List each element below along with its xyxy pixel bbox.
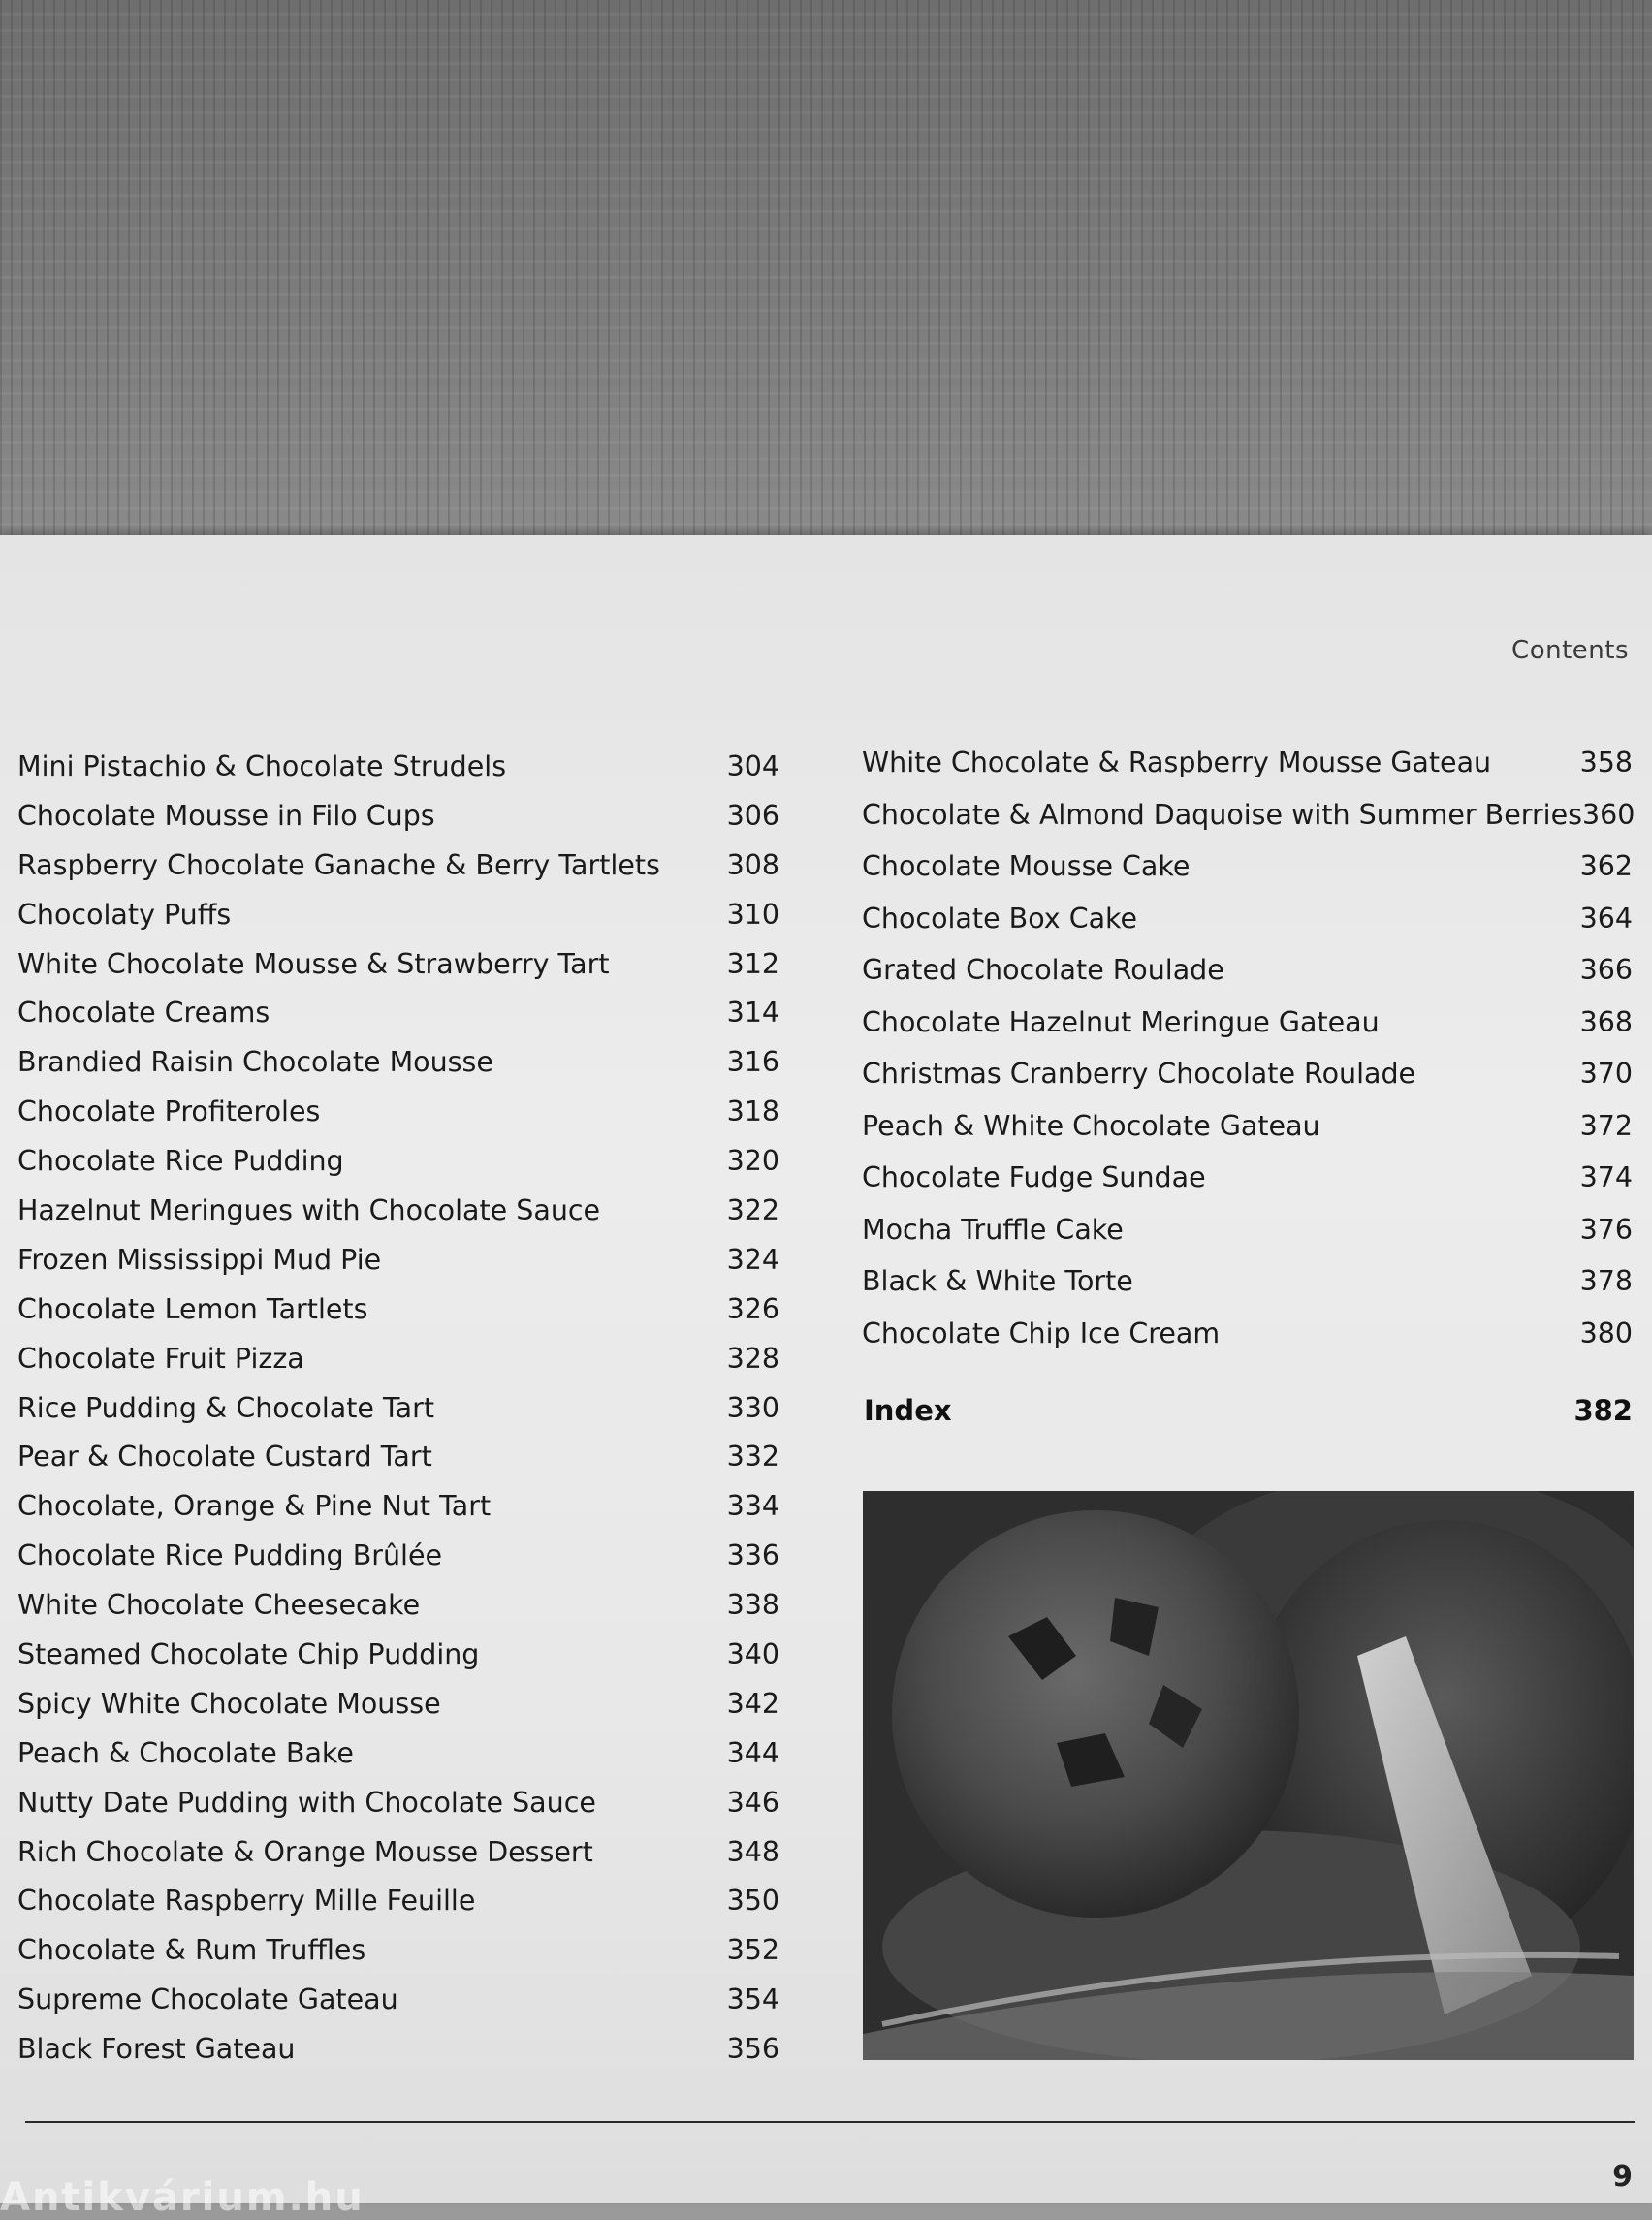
contents-entry <box>862 1265 1633 1317</box>
entry-page-number: 338 <box>726 1589 779 1622</box>
entry-page-number: 358 <box>1579 746 1633 778</box>
contents-entry <box>862 1006 1633 1059</box>
entry-title: White Chocolate Mousse & Strawberry Tart <box>17 947 610 980</box>
entry-page-number: 354 <box>726 1983 779 2016</box>
entry-page-number: 360 <box>1581 798 1636 831</box>
entry-title: Nutty Date Pudding with Chocolate Sauce <box>17 1786 596 1819</box>
entry-page-number: 312 <box>726 947 779 980</box>
entry-page-number: 352 <box>726 1934 779 1967</box>
contents-entry <box>17 800 779 849</box>
entry-title: Black Forest Gateau <box>17 2033 296 2066</box>
contents-entry <box>862 1161 1633 1214</box>
entry-title: Chocolate & Rum Truffles <box>17 1934 366 1967</box>
entry-page-number: 310 <box>726 898 779 931</box>
contents-entry <box>862 954 1633 1006</box>
contents-entry <box>17 750 779 800</box>
contents-entry <box>17 1836 779 1886</box>
contents-entry <box>862 850 1633 903</box>
entry-title: Black & White Torte <box>862 1265 1133 1297</box>
entry-page-number: 334 <box>726 1490 779 1523</box>
entry-page-number: 304 <box>726 750 779 782</box>
entry-page-number: 326 <box>726 1292 779 1325</box>
entry-title: Grated Chocolate Roulade <box>862 954 1224 986</box>
contents-entry <box>862 1317 1633 1370</box>
entry-page-number: 374 <box>1579 1161 1633 1193</box>
entry-title: Chocolate Rice Pudding Brûlée <box>17 1539 443 1572</box>
book-page <box>0 535 1652 2220</box>
entry-page-number: 356 <box>726 2033 779 2066</box>
entry-page-number: 368 <box>1579 1005 1633 1038</box>
entry-page-number: 340 <box>726 1638 779 1671</box>
entry-title: Chocolate Mousse in Filo Cups <box>17 799 435 832</box>
contents-entry <box>17 1293 779 1343</box>
index-page-number: 382 <box>1573 1394 1633 1427</box>
contents-entry <box>17 1737 779 1787</box>
contents-entry <box>17 1194 779 1244</box>
contents-entry <box>17 1934 779 1983</box>
contents-entry <box>17 1490 779 1539</box>
entry-title: Chocolate Lemon Tartlets <box>17 1292 368 1325</box>
entry-page-number: 322 <box>726 1194 779 1227</box>
entry-title: Pear & Chocolate Custard Tart <box>17 1441 432 1474</box>
entry-title: Frozen Mississippi Mud Pie <box>17 1243 382 1276</box>
entry-page-number: 364 <box>1579 902 1633 935</box>
entry-title: Chocolate Fruit Pizza <box>17 1342 304 1375</box>
entry-title: Brandied Raisin Chocolate Mousse <box>17 1046 493 1079</box>
entry-page-number: 380 <box>1579 1316 1633 1349</box>
contents-entry <box>17 1983 779 2033</box>
entry-page-number: 306 <box>726 799 779 832</box>
entry-page-number: 362 <box>1579 850 1633 882</box>
entry-title: Chocolate Raspberry Mille Feuille <box>17 1885 476 1918</box>
contents-entry <box>17 849 779 899</box>
contents-entry <box>17 1441 779 1490</box>
entry-title: Chocolate Creams <box>17 997 270 1030</box>
entry-title: Steamed Chocolate Chip Pudding <box>17 1638 480 1671</box>
entry-title: Mocha Truffle Cake <box>862 1213 1124 1246</box>
entry-title: Hazelnut Meringues with Chocolate Sauce <box>17 1194 601 1227</box>
entry-page-number: 332 <box>726 1441 779 1474</box>
contents-entry <box>862 1214 1633 1266</box>
watermark: Antikvárium.hu <box>0 2175 365 2220</box>
entry-page-number: 342 <box>726 1687 779 1720</box>
contents-entry <box>17 1046 779 1095</box>
entry-title: Peach & White Chocolate Gateau <box>862 1109 1320 1142</box>
contents-entry <box>17 1688 779 1737</box>
background-surface <box>0 0 1652 543</box>
running-head: Contents <box>1511 636 1629 665</box>
contents-entry <box>17 997 779 1046</box>
entry-page-number: 350 <box>726 1885 779 1918</box>
entry-page-number: 316 <box>726 1046 779 1079</box>
index-entry <box>864 1394 1633 1427</box>
entry-title: Christmas Cranberry Chocolate Roulade <box>862 1058 1416 1090</box>
ice-cream-photo <box>863 1491 1634 2060</box>
entry-page-number: 344 <box>726 1736 779 1769</box>
entry-title: Chocolate Fudge Sundae <box>862 1161 1206 1193</box>
entry-title: Chocolate Chip Ice Cream <box>862 1316 1221 1349</box>
contents-entry <box>17 1095 779 1145</box>
index-title: Index <box>864 1394 952 1427</box>
contents-entry <box>17 1638 779 1688</box>
entry-title: Mini Pistachio & Chocolate Strudels <box>17 750 507 782</box>
entry-title: Peach & Chocolate Bake <box>17 1736 354 1769</box>
entry-page-number: 320 <box>726 1145 779 1178</box>
entry-title: Chocolate Mousse Cake <box>862 850 1191 882</box>
contents-entry <box>17 1244 779 1293</box>
contents-entry <box>17 1787 779 1836</box>
entry-page-number: 348 <box>726 1835 779 1868</box>
entry-title: Supreme Chocolate Gateau <box>17 1983 398 2016</box>
entry-page-number: 376 <box>1579 1213 1633 1246</box>
entry-page-number: 370 <box>1579 1058 1633 1090</box>
entry-title: Chocolaty Puffs <box>17 898 232 931</box>
contents-entry <box>862 1110 1633 1162</box>
entry-page-number: 318 <box>726 1095 779 1128</box>
entry-title: Chocolate Profiteroles <box>17 1095 321 1128</box>
entry-page-number: 346 <box>726 1786 779 1819</box>
contents-entry <box>862 798 1636 851</box>
contents-entry <box>17 1539 779 1589</box>
entry-title: Chocolate & Almond Daquoise with Summer Berries <box>862 798 1582 831</box>
contents-entry <box>862 1058 1633 1110</box>
page-number: 9 <box>1612 2160 1633 2194</box>
entry-page-number: 308 <box>726 848 779 881</box>
contents-right-column <box>862 746 1636 1369</box>
entry-page-number: 314 <box>726 997 779 1030</box>
contents-entry <box>17 1589 779 1638</box>
entry-title: Spicy White Chocolate Mousse <box>17 1687 441 1720</box>
contents-entry <box>17 1343 779 1392</box>
entry-title: Raspberry Chocolate Ganache & Berry Tartlets <box>17 848 660 881</box>
entry-page-number: 328 <box>726 1342 779 1375</box>
contents-entry <box>17 899 779 948</box>
entry-page-number: 324 <box>726 1243 779 1276</box>
contents-entry <box>17 2033 779 2082</box>
entry-page-number: 366 <box>1579 954 1633 986</box>
footer-rule <box>25 2121 1635 2123</box>
entry-title: Chocolate Rice Pudding <box>17 1145 344 1178</box>
entry-page-number: 372 <box>1579 1109 1633 1142</box>
contents-entry <box>862 746 1633 799</box>
entry-page-number: 330 <box>726 1391 779 1424</box>
entry-title: Rich Chocolate & Orange Mousse Dessert <box>17 1835 593 1868</box>
contents-entry <box>17 1145 779 1194</box>
entry-title: Chocolate Hazelnut Meringue Gateau <box>862 1005 1380 1038</box>
contents-left-column <box>17 750 779 2082</box>
entry-page-number: 378 <box>1579 1265 1633 1297</box>
entry-title: White Chocolate & Raspberry Mousse Gateau <box>862 746 1492 778</box>
entry-title: Chocolate, Orange & Pine Nut Tart <box>17 1490 492 1523</box>
contents-entry <box>17 1392 779 1442</box>
entry-title: Rice Pudding & Chocolate Tart <box>17 1391 435 1424</box>
entry-page-number: 336 <box>726 1539 779 1572</box>
contents-entry <box>17 1885 779 1934</box>
contents-entry <box>17 948 779 998</box>
entry-title: Chocolate Box Cake <box>862 902 1138 935</box>
entry-title: White Chocolate Cheesecake <box>17 1589 421 1622</box>
contents-entry <box>862 903 1633 955</box>
